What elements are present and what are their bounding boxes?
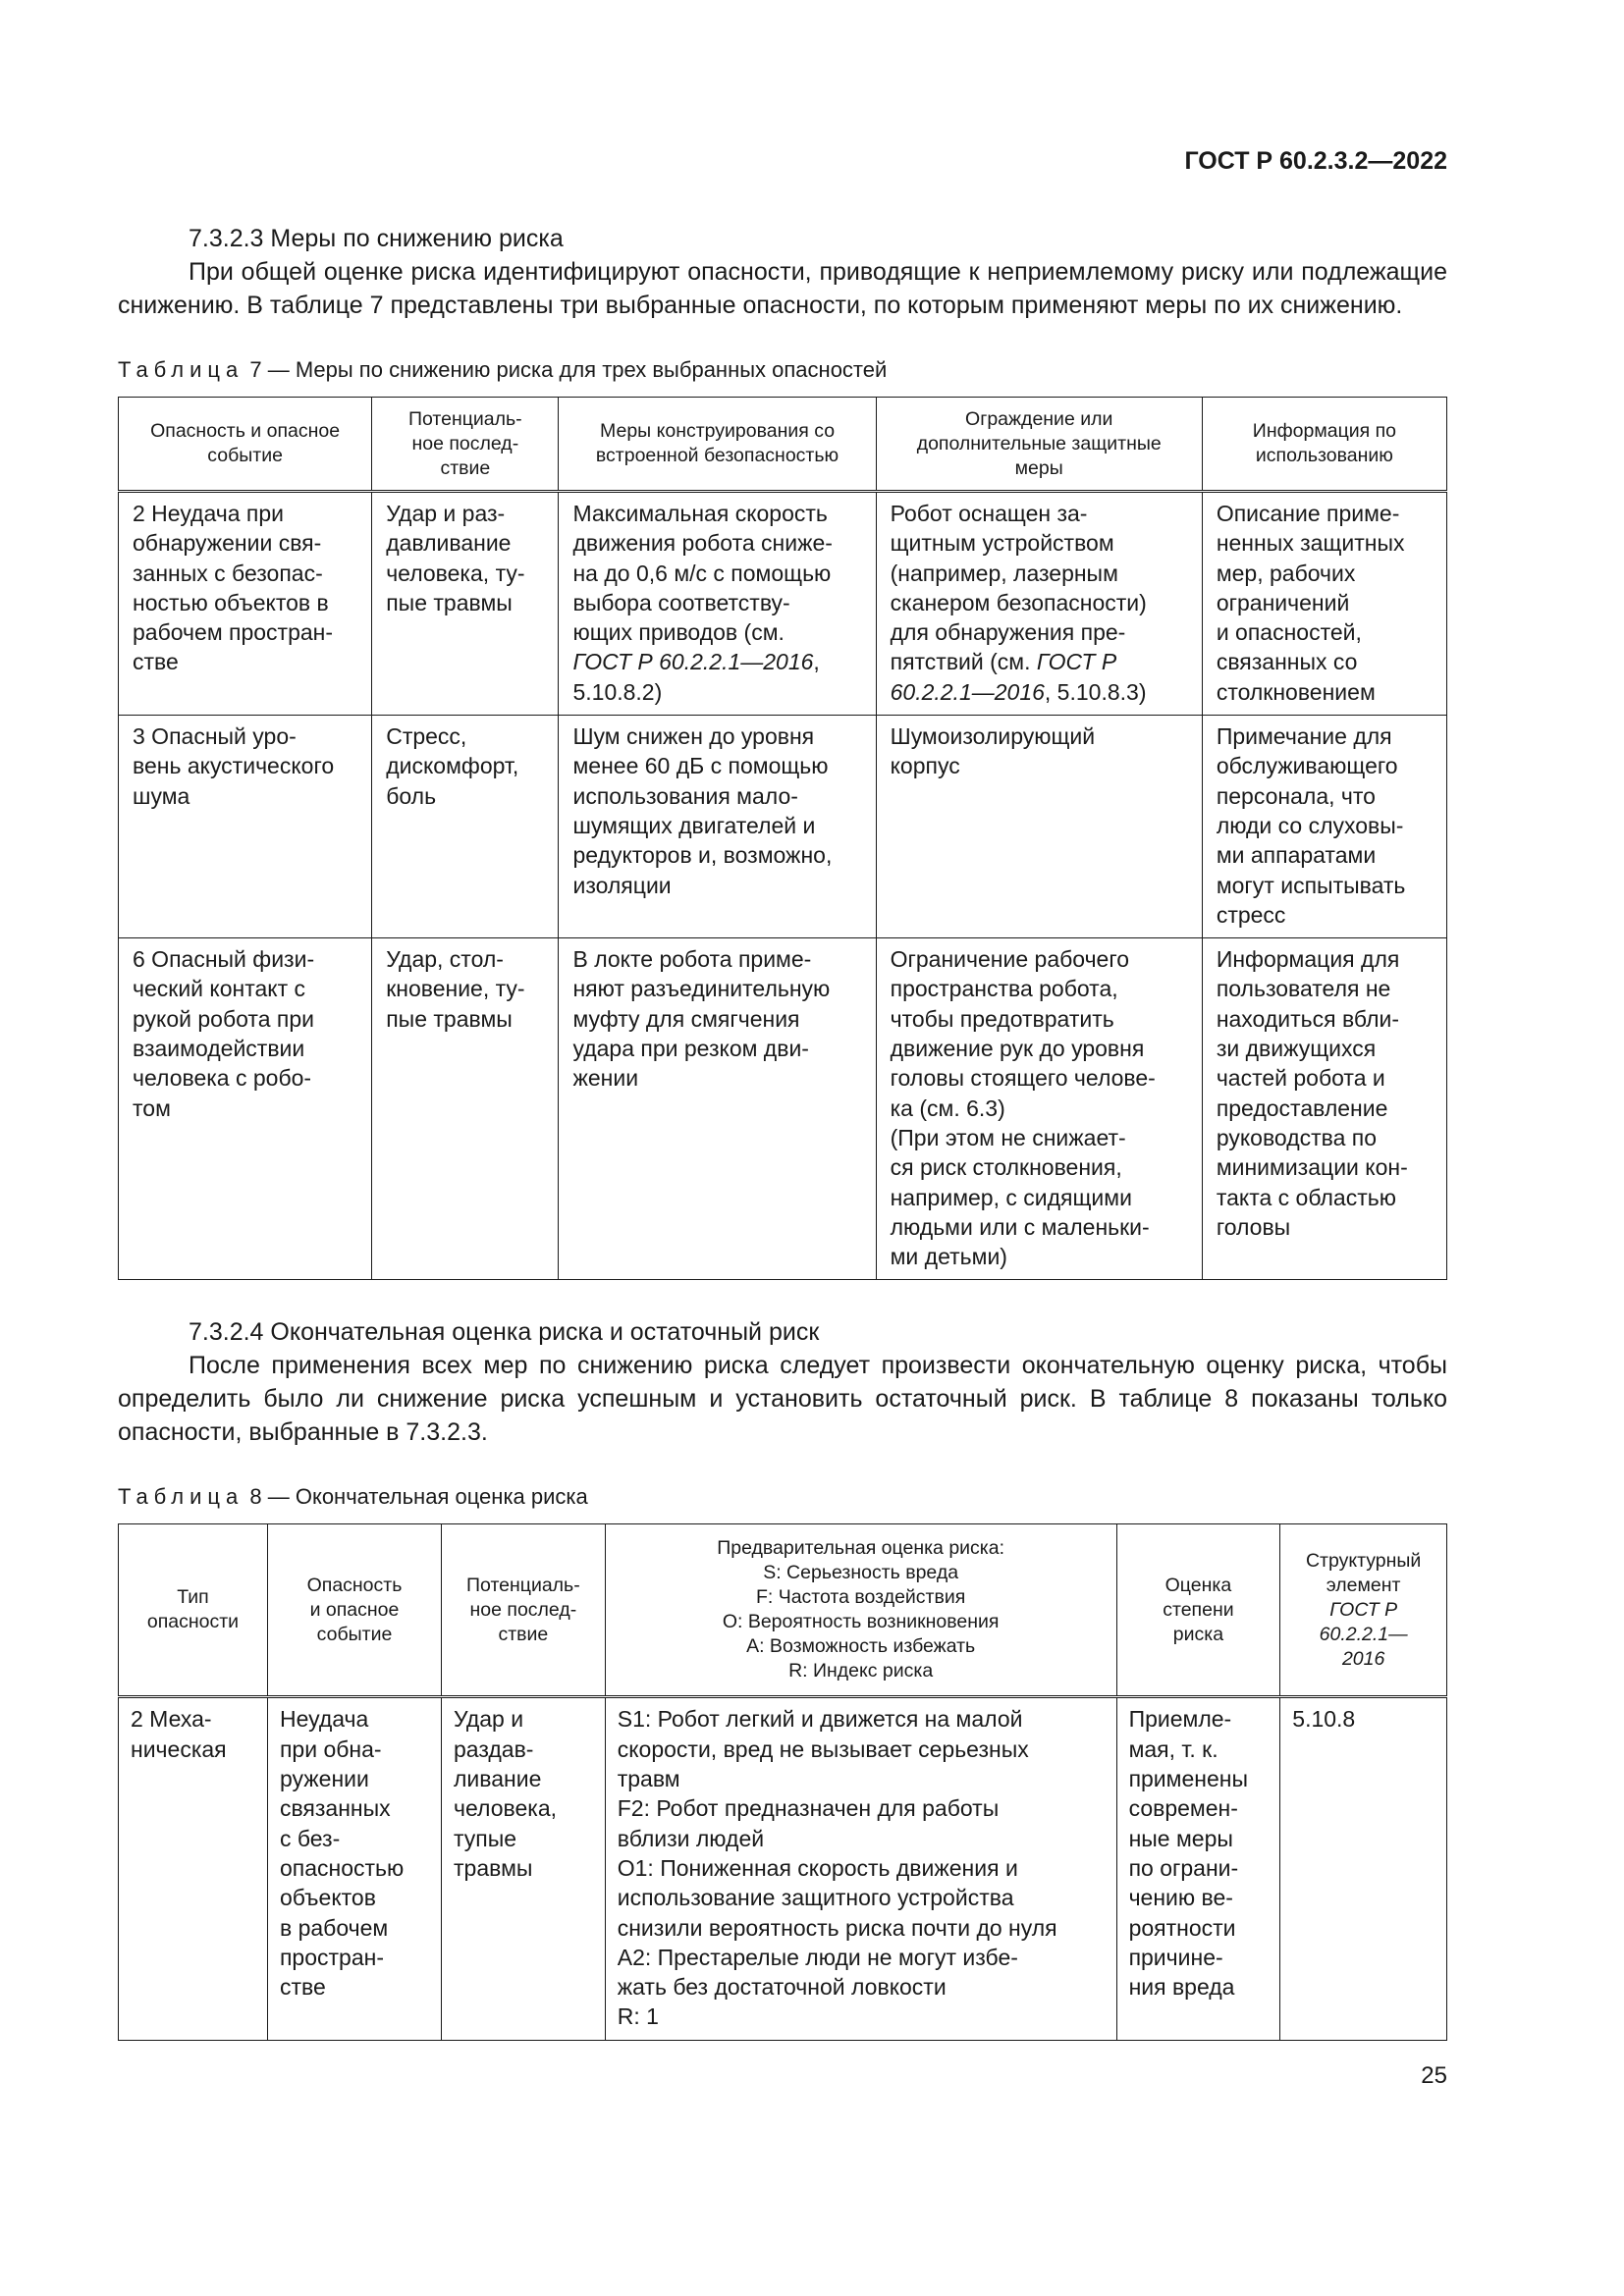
table-cell: Удар и раз- давливание человека, ту- пые травмы (372, 492, 559, 716)
cell-text: , 5.10.8.3) (1044, 678, 1147, 705)
table-cell: Ограничение рабочего пространства робота, чтобы предотвратить движение рук до уровня головы стоящего челове- ка (см. 6.3) (При этом не снижает- ся риск столкновения, например, с сидящими людьми или с маленьки- ми детьми) (876, 938, 1202, 1280)
table8-header-cell: Оценка степени риска (1116, 1524, 1280, 1697)
table-cell: Стресс, дискомфорт, боль (372, 716, 559, 938)
table7-caption-prefix: Таблица (118, 357, 244, 382)
table7-header-cell: Информация по использованию (1202, 398, 1446, 492)
cell-text: Робот оснащен за- щитным устройством (например, лазерным сканером безопасности) для обнаружения пре- пятствий (см. (890, 501, 1147, 675)
standard-reference: ГОСТ Р 60.2.2.1— 2016 (1319, 1598, 1408, 1670)
table-cell: 5.10.8 (1280, 1697, 1447, 2040)
standard-reference: ГОСТ Р 60.2.2.1—2016 (890, 649, 1117, 705)
table-cell: В локте робота приме- няют разъединительную муфту для смягчения удара при резком дви- жении (559, 938, 876, 1280)
table-cell: Приемле- мая, т. к. применены современ- ные меры по ограни- чению ве- роятности причине- ния вреда (1116, 1697, 1280, 2040)
table-cell: Неудача при обна- ружении связанных с без- опасностью объектов в рабочем простран- стве (267, 1697, 441, 2040)
document-id: ГОСТ Р 60.2.3.2—2022 (1184, 147, 1447, 175)
table7 (118, 397, 1447, 1280)
section-heading-7323: 7.3.2.3 Меры по снижению риска (189, 225, 564, 252)
table8-caption-text: 8 — Окончательная оценка риска (244, 1484, 588, 1510)
table8-header-cell: Предварительная оценка риска: S: Серьезность вреда F: Частота воздействия O: Вероятность возникновения A: Возможность избежать R: Индекс риска (605, 1524, 1116, 1697)
table-cell: S1: Робот легкий и движется на малой скорости, вред не вызывает серьезных травм F2: Робот предназначен для работы вблизи людей O1: Пониженная скорость движения и использование защитного устройства снизили вероятность риска почти до нуля A2: Престарелые люди не могут избе- жать без достаточной ловкости R: 1 (605, 1697, 1116, 2040)
standard-reference: ГОСТ Р 60.2.2.1—2016 (572, 649, 814, 675)
table-cell (559, 492, 876, 716)
table8-caption (118, 1482, 1447, 1512)
table8-caption-prefix: Таблица (118, 1484, 244, 1510)
table7-header-cell: Меры конструирования со встроенной безопасностью (559, 398, 876, 492)
table7-header-cell: Ограждение или дополнительные защитные меры (876, 398, 1202, 492)
cell-text: Максимальная скорость движения робота сниже- на до 0,6 м/с с помощью выбора соответству- ющих приводов (см. (572, 501, 833, 646)
table-cell: 3 Опасный уро- вень акустического шума (119, 716, 372, 938)
table-cell: Удар и раздав- ливание человека, тупые травмы (442, 1697, 606, 2040)
page-content (118, 222, 1447, 2100)
table-row (119, 716, 1447, 938)
section-heading-7324: 7.3.2.4 Окончательная оценка риска и остаточный риск (189, 1318, 820, 1347)
table7-caption (118, 355, 1447, 385)
table8-header-cell: Потенциаль- ное послед- ствие (442, 1524, 606, 1697)
table-cell: Примечание для обслуживающего персонала, что люди со слуховы- ми аппаратами могут испытывать стресс (1202, 716, 1446, 938)
table-cell: Описание приме- ненных защитных мер, рабочих ограничений и опасностей, связанных со столкновением (1202, 492, 1446, 716)
section-paragraph-7324: После применения всех мер по снижению риска следует произвести окончательную оценку риска, чтобы определить было ли снижение риска успешным и установить остаточный риск. В таблице 8 показаны только опасности, выбранные в 7.3.2.3. (118, 1352, 1447, 1447)
table8-header-cell (1280, 1524, 1447, 1697)
table7-header-row (119, 398, 1447, 492)
table-cell: 2 Меха- ническая (119, 1697, 268, 2040)
table-cell: 2 Неудача при обнаружении свя- занных с безопас- ностью объектов в рабочем простран- стве (119, 492, 372, 716)
header-text: Структурный элемент (1305, 1549, 1422, 1596)
table8-header-cell: Тип опасности (119, 1524, 268, 1697)
table7-header-cell: Опасность и опасное событие (119, 398, 372, 492)
table-row (119, 492, 1447, 716)
table-cell: Удар, стол- кновение, ту- пые травмы (372, 938, 559, 1280)
table7-header-cell: Потенциаль- ное послед- ствие (372, 398, 559, 492)
table-row (119, 1697, 1447, 2040)
table-cell: Информация для пользователя не находиться вбли- зи движущихся частей робота и предоставление руководства по минимизации кон- такта с областью головы (1202, 938, 1446, 1280)
table8-header-cell: Опасность и опасное событие (267, 1524, 441, 1697)
page-number: 25 (1421, 2061, 1447, 2089)
table-cell (876, 492, 1202, 716)
table8 (118, 1523, 1447, 2040)
table-cell: 6 Опасный физи- ческий контакт с рукой робота при взаимодействии человека с робо- том (119, 938, 372, 1280)
table7-caption-text: 7 — Меры по снижению риска для трех выбранных опасностей (244, 357, 888, 382)
cell-text: , 5.10.8.2) (572, 649, 820, 705)
table-row (119, 938, 1447, 1280)
table8-header-row (119, 1524, 1447, 1697)
table-cell: Шум снижен до уровня менее 60 дБ с помощью использования мало- шумящих двигателей и редукторов и, возможно, изоляции (559, 716, 876, 938)
section-paragraph-7323: При общей оценке риска идентифицируют опасности, приводящие к неприемлемому риску или подлежащие снижению. В таблице 7 представлены три выбранные опасности, по которым применяют меры по их снижению. (118, 258, 1447, 319)
table-cell: Шумоизолирующий корпус (876, 716, 1202, 938)
